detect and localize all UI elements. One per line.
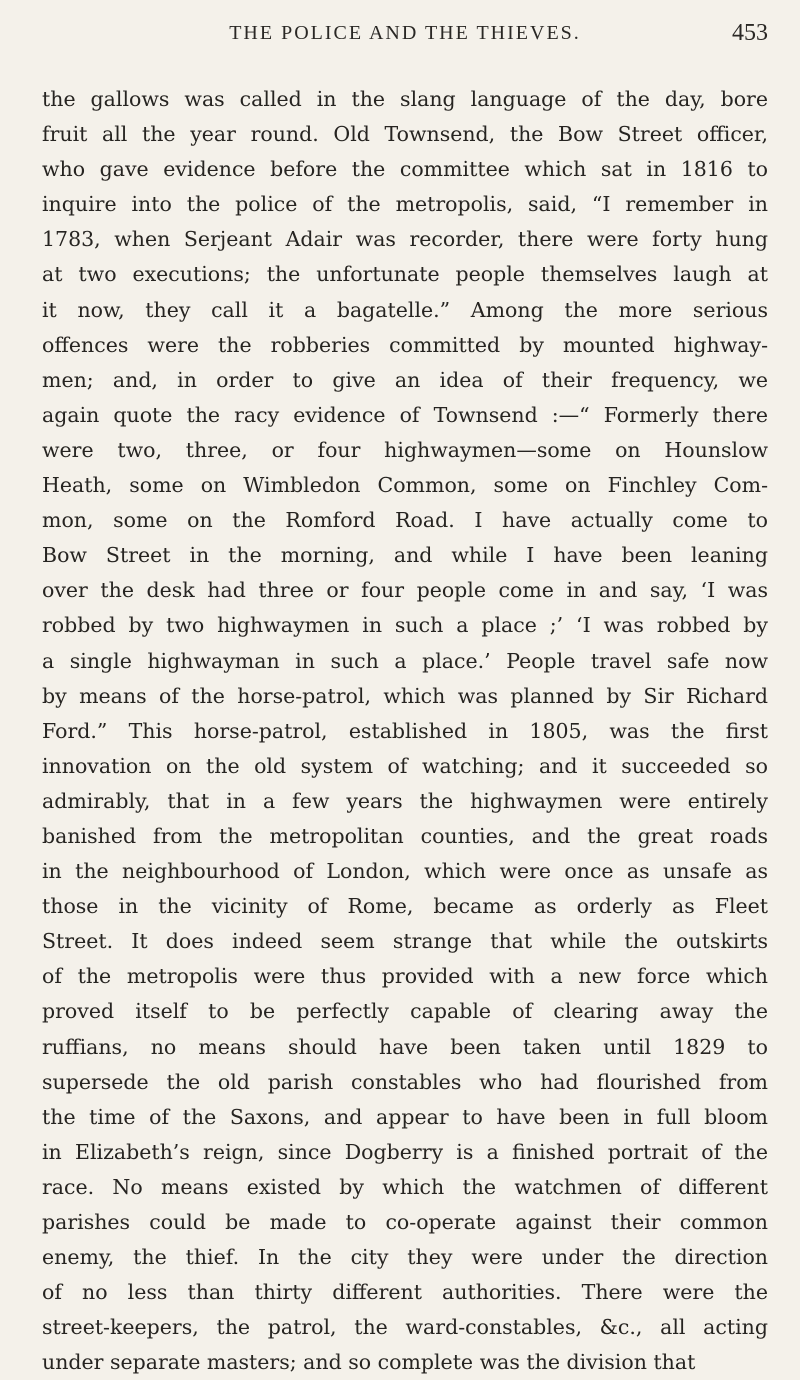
text-line: robbed by two highwaymen in such a place ;’ ‘I was robbed by <box>42 613 768 638</box>
text-line: innovation on the old system of watching; and it succeeded so <box>42 753 768 778</box>
text-line: Heath, some on Wimbledon Common, some on Finchley Com- <box>42 473 768 498</box>
text-line: the gallows was called in the slang language of the day, bore <box>42 87 768 111</box>
text-line: again quote the racy evidence of Townsend :—“ Formerly there <box>42 402 768 427</box>
page-number: 453 <box>732 20 768 46</box>
text-line: parishes could be made to co-operate against their common <box>42 1210 768 1234</box>
text-line: offences were the robberies committed by mounted highway- <box>42 332 768 357</box>
text-line: the time of the Saxons, and appear to have been in full bloom <box>42 1104 768 1129</box>
text-line: mon, some on the Romford Road. I have actually come to <box>42 508 768 533</box>
text-line: 1783, when Serjeant Adair was recorder, there were forty hung <box>42 227 768 252</box>
text-line: in Elizabeth’s reign, since Dogberry is a finished portrait of the <box>42 1139 768 1164</box>
text-line: supersede the old parish constables who had flourished from <box>42 1069 768 1094</box>
text-line: it now, they call it a bagatelle.” Among the more serious <box>42 297 768 322</box>
page-header <box>42 16 768 56</box>
text-line: who gave evidence before the committee which sat in 1816 to <box>42 157 768 182</box>
text-line: men; and, in order to give an idea of their frequency, we <box>42 367 768 392</box>
text-line: Ford.” This horse-patrol, established in 1805, was the first <box>42 718 768 743</box>
text-line: in the neighbourhood of London, which were once as unsafe as <box>42 859 768 884</box>
text-line: over the desk had three or four people come in and say, ‘I was <box>42 578 768 603</box>
text-line: Street. It does indeed seem strange that while the outskirts <box>42 929 768 954</box>
text-line: race. No means existed by which the watchmen of different <box>42 1174 768 1199</box>
text-line: street-keepers, the patrol, the ward-constables, &c., all acting <box>42 1315 768 1340</box>
text-line: by means of the horse-patrol, which was planned by Sir Richard <box>42 683 768 708</box>
text-line: banished from the metropolitan counties, and the great roads <box>42 823 768 848</box>
text-line: Bow Street in the morning, and while I have been leaning <box>42 543 768 568</box>
text-line: inquire into the police of the metropolis, said, “I remember in <box>42 192 768 217</box>
running-head: THE POLICE AND THE THIEVES. <box>229 22 581 44</box>
text-line: under separate masters; and so complete was the division that <box>42 1350 696 1375</box>
text-line: enemy, the thief. In the city they were under the direction <box>42 1245 768 1270</box>
text-line: a single highwayman in such a place.’ People travel safe now <box>42 648 768 673</box>
text-line: ruffians, no means should have been taken until 1829 to <box>42 1034 768 1059</box>
text-line: of no less than thirty different authorities. There were the <box>42 1280 768 1305</box>
text-line: at two executions; the unfortunate people themselves laugh at <box>42 262 768 287</box>
text-line: of the metropolis were thus provided with a new force which <box>42 964 768 989</box>
text-line: those in the vicinity of Rome, became as orderly as Fleet <box>42 894 768 919</box>
text-line: proved itself to be perfectly capable of clearing away the <box>42 999 768 1024</box>
text-line: admirably, that in a few years the highwaymen were entirely <box>42 788 768 813</box>
text-line: fruit all the year round. Old Townsend, the Bow Street officer, <box>42 122 768 147</box>
body-text <box>42 82 768 1380</box>
text-line: were two, three, or four highwaymen—some on Hounslow <box>42 437 768 462</box>
